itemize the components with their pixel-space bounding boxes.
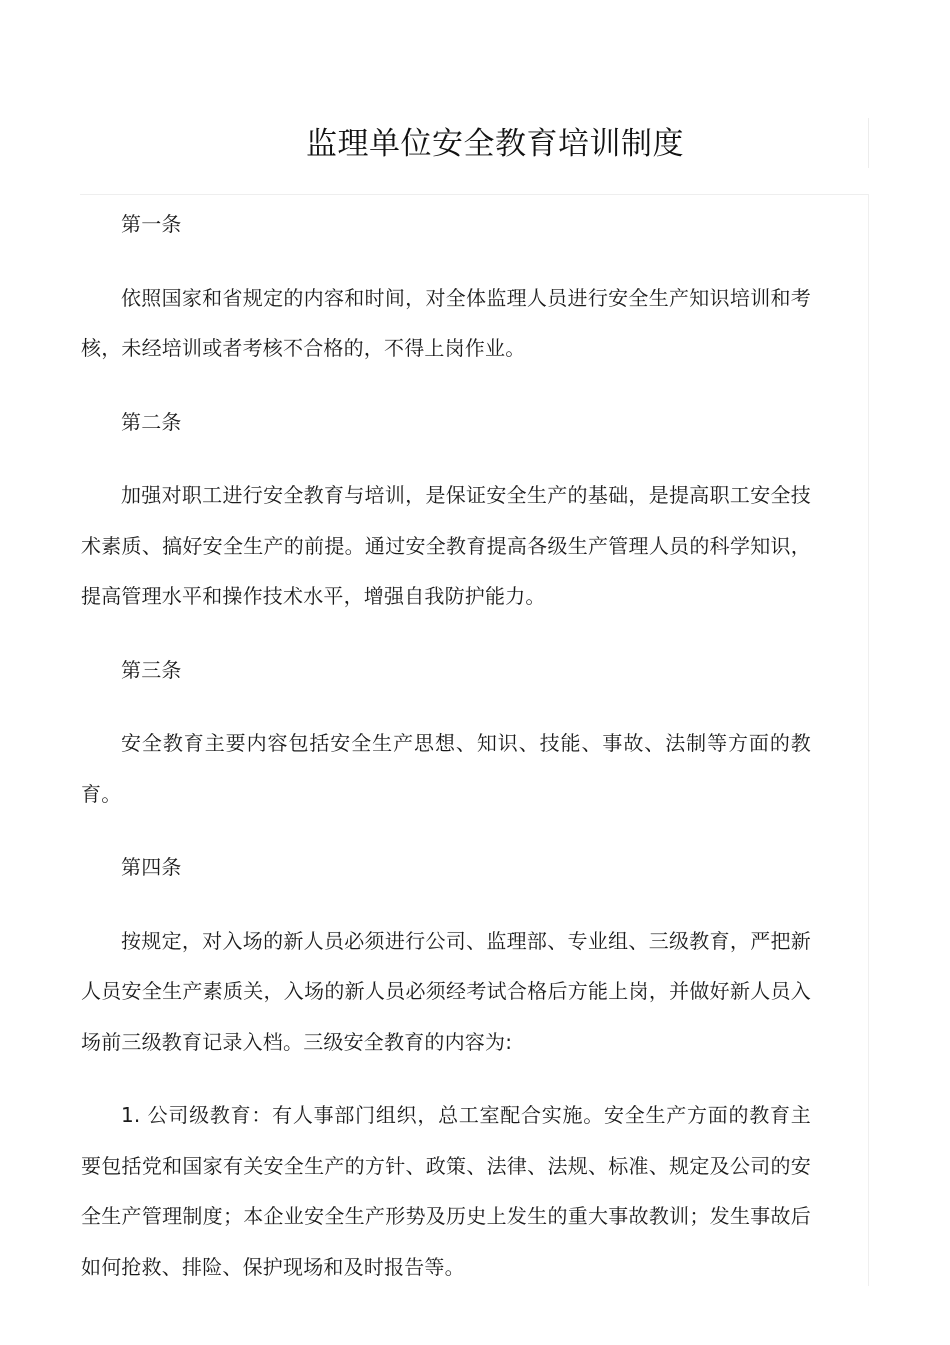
divider (80, 194, 869, 195)
document-body (81, 199, 811, 1315)
article-body-3: 安全教育主要内容包括安全生产思想、知识、技能、事故、法制等方面的教育。 (81, 731, 811, 806)
article-body-1: 依照国家和省规定的内容和时间，对全体监理人员进行安全生产知识培训和考核，未经培训或者考核不合格的，不得上岗作业。 (81, 285, 811, 360)
article-heading-2: 第二条 (121, 409, 182, 434)
article-body-2: 加强对职工进行安全教育与培训，是保证安全生产的基础，是提高职工安全技术素质、搞好安全生产的前提。通过安全教育提高各级生产管理人员的科学知识，提高管理水平和操作技术水平，增强自我防护能力。 (81, 483, 811, 608)
page-edge-line (868, 194, 869, 1286)
article-heading-1: 第一条 (121, 212, 182, 236)
article-heading-3: 第三条 (121, 657, 182, 682)
page-edge-line-top (868, 118, 869, 168)
article-body-4: 按规定，对入场的新人员必须进行公司、监理部、专业组、三级教育，严把新人员安全生产素质关，入场的新人员必须经考试合格后方能上岗，并做好新人员入场前三级教育记录入档。三级安全教育的内容为: (81, 928, 811, 1054)
list-item-1: 1. 公司级教育：有人事部门组织，总工室配合实施。安全生产方面的教育主要包括党和国家有关安全生产的方针、政策、法律、法规、标准、规定及公司的安全生产管理制度；本企业安全生产形势及历史上发生的重大事故教训；发生事故后如何抢救、排险、保护现场和及时报告等。 (81, 1103, 811, 1279)
article-heading-4: 第四条 (121, 855, 182, 879)
page-title: 监理单位安全教育培训制度 (306, 126, 684, 162)
